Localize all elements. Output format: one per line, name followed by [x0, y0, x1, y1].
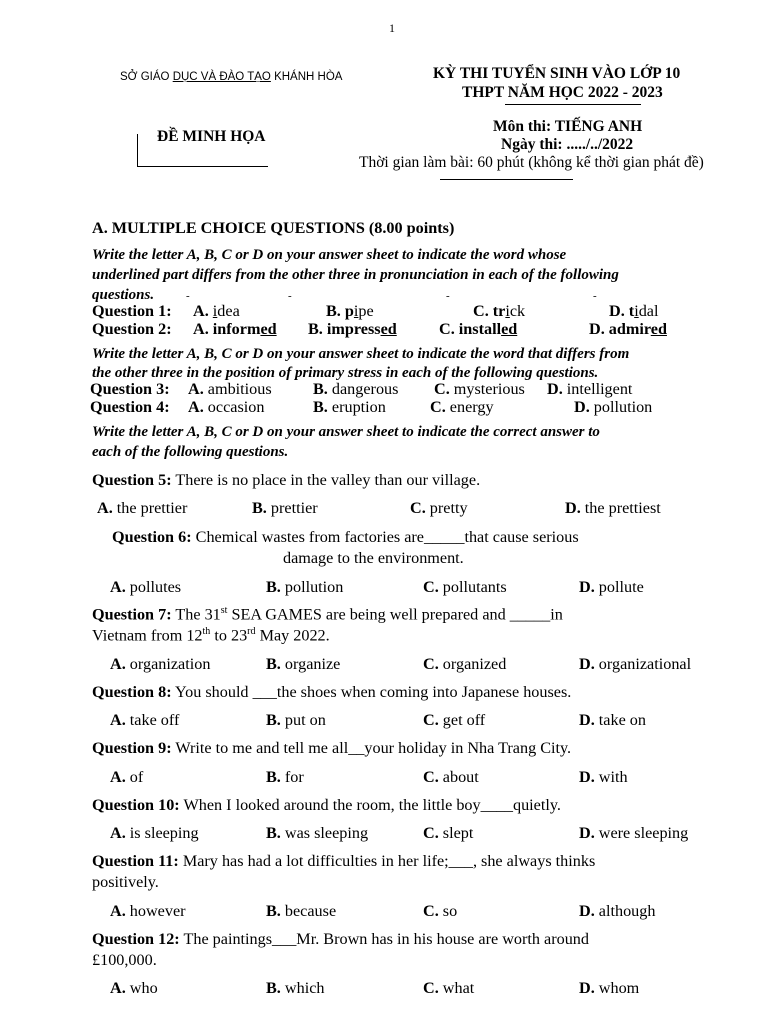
option-d: D. were sleeping	[579, 824, 689, 842]
option-a: A. ambitious	[188, 380, 272, 398]
dash-mark: -	[593, 290, 597, 302]
instruction-pronunciation-line-2: underlined part differs from the other three in pronunciation in each of the following	[92, 267, 619, 283]
option-b: B. eruption	[313, 398, 386, 416]
question-label: Question 4:	[90, 398, 170, 416]
question-12-stem: Question 12: The paintings___Mr. Brown has in his house are worth around	[92, 930, 589, 948]
question-7-stem-cont: Vietnam from 12th to 23rd May 2022.	[92, 626, 330, 645]
dash-mark: -	[446, 290, 450, 302]
option-c: C. about	[423, 768, 479, 786]
option-a: A. idea	[193, 302, 240, 320]
option-b: B. put on	[266, 711, 326, 729]
option-b: B. dangerous	[313, 380, 399, 398]
dash-mark: -	[186, 290, 190, 302]
option-b: B. organize	[266, 655, 341, 673]
question-label: Question 2:	[92, 320, 172, 338]
department-name: SỞ GIÁO DỤC VÀ ĐÀO TẠO KHÁNH HÒA	[120, 71, 343, 83]
option-c: C. energy	[430, 398, 494, 416]
option-c: C. what	[423, 979, 475, 997]
question-label: Question 3:	[90, 380, 170, 398]
option-d: D. admired	[589, 320, 667, 338]
option-d: D. tidal	[609, 302, 659, 320]
question-2	[92, 320, 667, 339]
option-c: C. slept	[423, 824, 474, 842]
option-c: C. installed	[439, 320, 518, 338]
option-d: D. pollution	[574, 398, 653, 416]
exam-title-line-1: KỲ THI TUYỂN SINH VÀO LỚP 10	[433, 65, 681, 82]
option-b: B. was sleeping	[266, 824, 369, 842]
option-c: C. so	[423, 902, 458, 920]
exam-date: Ngày thi: ...../../2022	[501, 136, 634, 153]
section-a-title: A. MULTIPLE CHOICE QUESTIONS (8.00 points)	[92, 219, 455, 237]
option-c: C. pollutants	[423, 578, 507, 596]
option-b: B. for	[266, 768, 304, 786]
question-12-stem-cont: £100,000.	[92, 951, 157, 969]
option-a: A. who	[110, 979, 158, 997]
instruction-correct-line-1: Write the letter A, B, C or D on your answer sheet to indicate the correct answer to	[92, 424, 600, 440]
option-c: C. mysterious	[434, 380, 525, 398]
option-b: B. pollution	[266, 578, 344, 596]
option-b: B. prettier	[252, 499, 318, 517]
option-c: C. trick	[473, 302, 526, 320]
option-a: A. take off	[110, 711, 180, 729]
question-7-stem: Question 7: The 31st SEA GAMES are being well prepared and _____in	[92, 605, 563, 624]
page-number: 1	[389, 21, 395, 35]
question-9-stem: Question 9: Write to me and tell me all__your holiday in Nha Trang City.	[92, 739, 572, 757]
instruction-pronunciation-line-1: Write the letter A, B, C or D on your answer sheet to indicate the word whose	[92, 247, 567, 263]
option-b: B. which	[266, 979, 325, 997]
option-a: A. pollutes	[110, 578, 182, 596]
duration-underline	[440, 179, 573, 180]
option-a: A. is sleeping	[110, 824, 199, 842]
option-a: A. however	[110, 902, 186, 920]
option-d: D. intelligent	[547, 380, 633, 398]
instruction-pronunciation-line-3: questions.	[92, 287, 155, 303]
question-1	[92, 302, 659, 321]
exam-duration: Thời gian làm bài: 60 phút (không kể thời gian phát đề)	[359, 154, 704, 171]
option-c: C. pretty	[410, 499, 468, 517]
dash-mark: -	[288, 290, 292, 302]
question-11-stem-cont: positively.	[92, 873, 159, 891]
option-a: A. occasion	[188, 398, 265, 416]
question-5-stem: Question 5: There is no place in the valley than our village.	[92, 471, 481, 489]
question-10-stem: Question 10: When I looked around the room, the little boy____quietly.	[92, 796, 561, 814]
question-8-stem: Question 8: You should ___the shoes when coming into Japanese houses.	[92, 683, 572, 701]
option-d: D. organizational	[579, 655, 692, 673]
option-d: D. although	[579, 902, 656, 920]
exam-title-line-2: THPT NĂM HỌC 2022 - 2023	[462, 84, 663, 101]
option-a: A. organization	[110, 655, 211, 673]
question-6-stem-cont: damage to the environment.	[283, 549, 464, 567]
exam-title-underline	[505, 104, 641, 105]
instruction-stress-line-2: the other three in the position of primary stress in each of the following questions.	[92, 365, 599, 381]
option-c: C. get off	[423, 711, 486, 729]
option-b: B. impressed	[308, 320, 397, 338]
option-a: A. of	[110, 768, 144, 786]
question-label: Question 1:	[92, 302, 172, 320]
question-6-stem: Question 6: Chemical wastes from factories are_____that cause serious	[112, 528, 579, 546]
question-11-stem: Question 11: Mary has had a lot difficulties in her life;___, she always thinks	[92, 852, 596, 870]
instruction-correct-line-2: each of the following questions.	[92, 444, 289, 460]
option-d: D. take on	[579, 711, 646, 729]
option-d: D. the prettiest	[565, 499, 661, 517]
option-b: B. pipe	[326, 302, 374, 320]
question-4	[90, 398, 653, 417]
option-d: D. whom	[579, 979, 640, 997]
draft-label: ĐỀ MINH HỌA	[157, 128, 266, 145]
question-3	[90, 380, 633, 399]
option-d: D. with	[579, 768, 628, 786]
option-b: B. because	[266, 902, 337, 920]
instruction-stress-line-1: Write the letter A, B, C or D on your answer sheet to indicate the word that differs from	[92, 346, 630, 362]
option-a: A. informed	[193, 320, 277, 338]
option-a: A. the prettier	[97, 499, 188, 517]
option-d: D. pollute	[579, 578, 644, 596]
exam-subject: Môn thi: TIẾNG ANH	[493, 118, 643, 135]
option-c: C. organized	[423, 655, 507, 673]
